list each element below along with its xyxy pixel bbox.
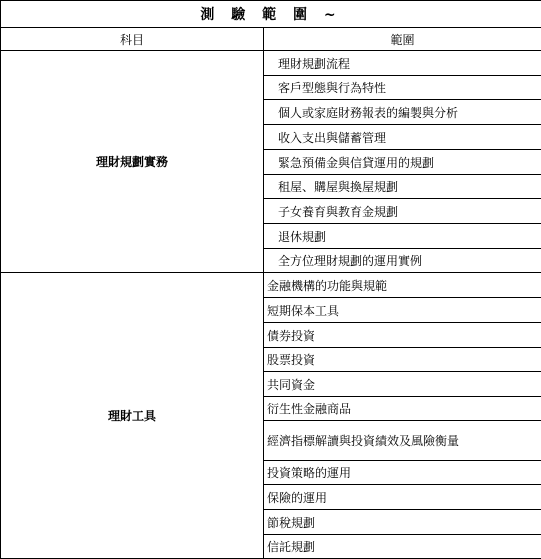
range-item: 租屋、購屋與換屋規劃 xyxy=(264,175,541,199)
range-item: 債券投資 xyxy=(264,323,541,348)
range-item: 收入支出與儲蓄管理 xyxy=(264,125,541,150)
range-header: 範圍 xyxy=(264,28,541,51)
range-item: 個人或家庭財務報表的編製與分析 xyxy=(264,100,541,125)
header-row xyxy=(1,28,541,51)
range-item: 客戶型態與行為特性 xyxy=(264,76,541,100)
range-item: 股票投資 xyxy=(264,348,541,372)
table-row xyxy=(1,51,541,76)
table-title: 測 驗 範 圍 ~ xyxy=(1,1,541,28)
table-row xyxy=(1,273,541,298)
range-item: 共同資金 xyxy=(264,372,541,397)
subject-cell: 理財工具 xyxy=(1,273,264,559)
title-row xyxy=(1,1,541,28)
subject-cell: 理財規劃實務 xyxy=(1,51,264,273)
range-item: 全方位理財規劃的運用實例 xyxy=(264,249,541,273)
range-item: 投資策略的運用 xyxy=(264,461,541,485)
range-item: 緊急預備金與信貸運用的規劃 xyxy=(264,150,541,175)
range-item: 信託規劃 xyxy=(264,535,541,559)
range-item: 節稅規劃 xyxy=(264,510,541,535)
subject-header: 科目 xyxy=(1,28,264,51)
range-item: 短期保本工具 xyxy=(264,298,541,323)
range-item: 衍生性金融商品 xyxy=(264,397,541,421)
range-item: 理財規劃流程 xyxy=(264,51,541,76)
range-item: 退休規劃 xyxy=(264,224,541,249)
range-item: 金融機構的功能與規範 xyxy=(264,273,541,298)
range-item: 經濟指標解讀與投資績效及風險衡量 xyxy=(264,421,541,461)
range-item: 子女養育與教育金規劃 xyxy=(264,199,541,224)
range-item: 保險的運用 xyxy=(264,485,541,510)
